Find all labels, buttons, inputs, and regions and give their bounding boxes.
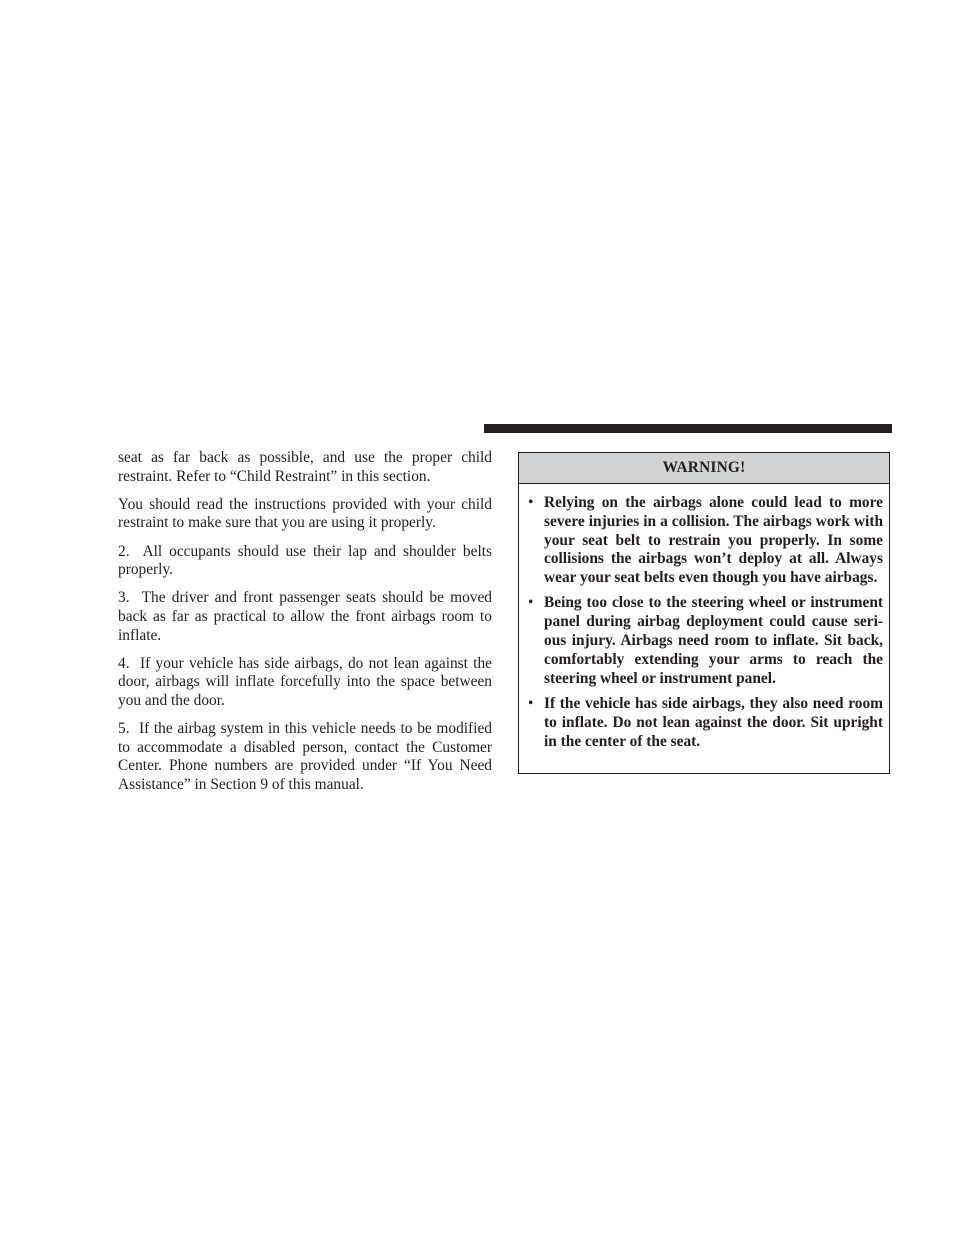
warning-item [525,695,883,751]
body-paragraph: 3. The driver and front passenger seats should be moved back as far as practical to allow the front airbags room to inflate. [118,589,492,644]
warning-item-text: Relying on the airbags alone could lead to more severe injuries in a collision. The airbags work with your seat belt to restrain you properly. In some collisions the airbags won’t deploy at all. Always wear your seat belts even though you have airbags. [544,494,883,587]
body-paragraph: 2. All occupants should use their lap and shoulder belts properly. [118,542,492,579]
warning-item [525,594,883,688]
bullet-icon: • [528,594,534,612]
bullet-icon: • [528,494,534,511]
warning-list [519,484,889,751]
bullet-icon: • [528,694,534,712]
warning-item [525,494,883,588]
body-paragraph: You should read the instructions provided with your child restraint to make sure that you are using it properly. [118,495,492,532]
body-text-column [118,449,492,804]
body-paragraph: 4. If your vehicle has side airbags, do not lean against the door, airbags will inflate forcefully into the space between you and the door. [118,654,492,709]
warning-item-text: If the vehicle has side airbags, they also need room to inflate. Do not lean against the door. Sit upright in the center of the seat. [544,694,883,750]
body-paragraph: seat as far back as possible, and use the proper child restraint. Refer to “Child Restraint” in this section. [118,449,492,485]
warning-item-text: Being too close to the steering wheel or instrument panel during airbag deployment could cause serious injury. Airbags need room to inflate. Sit back, comfortably extending your arms to reach the steering wheel or instrument panel. [544,594,883,687]
section-top-rule [484,424,892,433]
body-paragraph: 5. If the airbag system in this vehicle needs to be modified to accommodate a disabled person, contact the Customer Center. Phone numbers are provided under “If You Need Assistance” in Section 9 of this manual. [118,720,492,793]
warning-title: WARNING! [519,453,889,484]
warning-box [518,452,890,774]
